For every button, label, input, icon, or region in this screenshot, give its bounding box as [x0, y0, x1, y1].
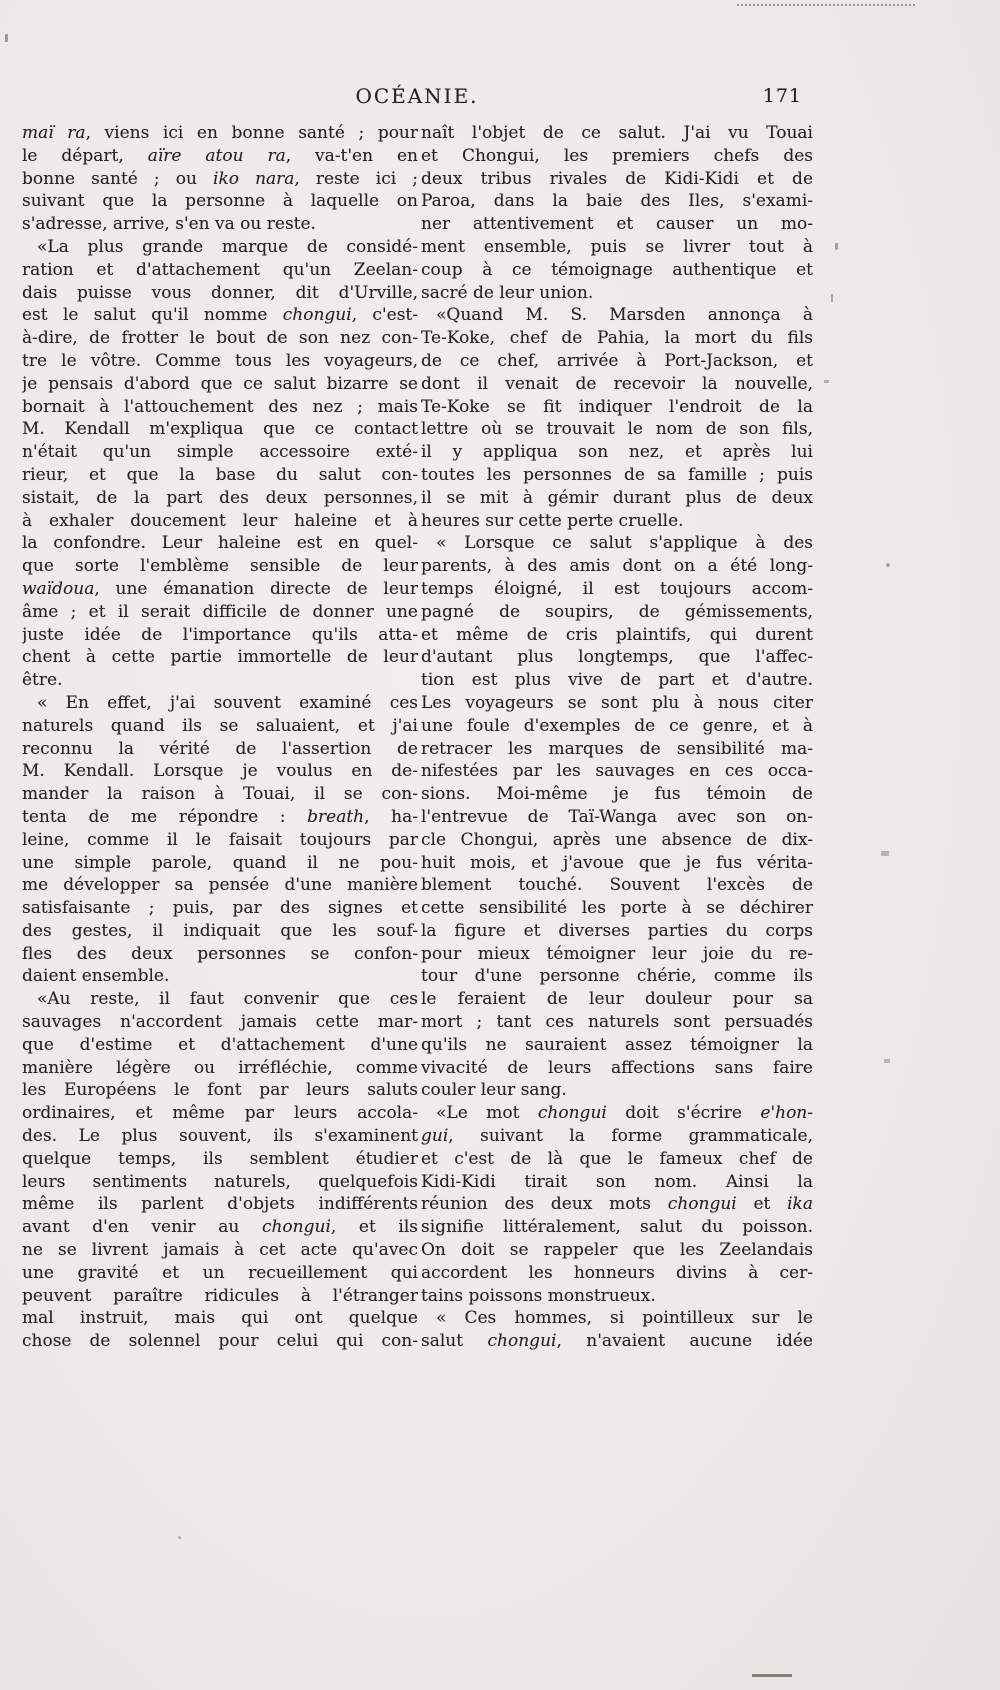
text-line: leurs sentiments naturels, quelquefois — [22, 1171, 418, 1192]
text-line: et c'est de là que le fameux chef de — [421, 1148, 813, 1169]
text-line: le feraient de leur douleur pour sa — [421, 989, 813, 1010]
text-line: être. — [22, 670, 63, 691]
paragraph — [421, 304, 813, 532]
scan-artifact-dashes — [737, 4, 915, 6]
text-line: salut chongui, n'avaient aucune idée — [421, 1331, 813, 1352]
scan-artifact — [5, 34, 8, 42]
text-line: et même de cris plaintifs, qui durent — [421, 624, 813, 645]
text-line: avant d'en venir au chongui, et ils — [22, 1217, 418, 1238]
text-line: Paroa, dans la baie des Iles, s'exami- — [421, 191, 813, 212]
text-line: maï ra, viens ici en bonne santé ; pour — [22, 123, 418, 143]
text-line: Te-Koke se fit indiquer l'endroit de la — [421, 396, 813, 417]
text-line: leine, comme il le faisait toujours par — [22, 829, 418, 850]
text-line: bornait à l'attouchement des nez ; mais — [22, 396, 418, 417]
text-line: chent à cette partie immortelle de leur — [22, 647, 418, 668]
text-line: je pensais d'abord que ce salut bizarre se — [22, 373, 418, 394]
paragraph — [421, 1307, 813, 1353]
text-line: et Chongui, les premiers chefs des — [421, 145, 813, 166]
paragraph — [22, 122, 418, 236]
text-line: ne se livrent jamais à cet acte qu'avec — [22, 1240, 418, 1261]
scan-artifact — [835, 243, 838, 250]
text-line: reconnu la vérité de l'assertion de — [22, 738, 418, 759]
text-column-right — [421, 122, 813, 1353]
text-line: cette sensibilité les porte à se déchirer — [421, 898, 813, 919]
text-line: les Européens le font par leurs saluts — [22, 1080, 418, 1101]
text-line: à-dire, de frotter le bout de son nez con- — [22, 328, 418, 349]
text-line: bonne santé ; ou iko nara, reste ici ; — [22, 168, 418, 189]
text-line: tenta de me répondre : breath, ha- — [22, 806, 418, 827]
text-line: lettre où se trouvait le nom de son fils, — [421, 419, 813, 440]
text-line: est le salut qu'il nomme chongui, c'est- — [22, 305, 418, 326]
text-line: manière légère ou irréfléchie, comme — [22, 1057, 418, 1078]
text-line: pagné de soupirs, de gémissements, — [421, 601, 813, 622]
text-line: ner attentivement et causer un mo- — [421, 214, 813, 235]
text-line: une foule d'exemples de ce genre, et à — [421, 715, 813, 736]
text-line: temps éloigné, il est toujours accom- — [421, 578, 813, 599]
text-line: « Ces hommes, si pointilleux sur le — [436, 1308, 813, 1329]
text-line: toutes les personnes de sa famille ; puis — [421, 464, 813, 485]
text-line: heures sur cette perte cruelle. — [421, 510, 684, 531]
text-line: juste idée de l'importance qu'ils atta- — [22, 624, 418, 645]
scan-artifact — [831, 294, 833, 302]
text-line: mort ; tant ces naturels sont persuadés — [421, 1012, 813, 1033]
text-line: On doit se rappeler que les Zeelandais — [421, 1240, 813, 1261]
text-line: me développer sa pensée d'une manière — [22, 875, 418, 896]
text-line: waïdoua, une émanation directe de leur — [22, 578, 418, 599]
text-line: même ils parlent d'objets indifférents — [22, 1194, 418, 1215]
text-line: quelque temps, ils semblent étudier — [22, 1148, 418, 1169]
scan-artifact — [178, 1536, 181, 1539]
text-line: «Quand M. S. Marsden annonça à — [436, 305, 813, 326]
text-line: dais puisse vous donner, dit d'Urville, — [22, 282, 418, 303]
text-line: ordinaires, et même par leurs accola- — [22, 1103, 418, 1124]
text-line: des gestes, il indiquait que les souf- — [22, 920, 418, 941]
paragraph — [22, 988, 418, 1353]
text-line: retracer les marques de sensibilité ma- — [421, 738, 813, 759]
page-number: 171 — [762, 85, 802, 107]
text-line: M. Kendall m'expliqua que ce contact — [22, 419, 418, 440]
text-line: le départ, aïre atou ra, va-t'en en — [22, 145, 418, 166]
text-line: tre le vôtre. Comme tous les voyageurs, — [22, 350, 418, 371]
text-line: « Lorsque ce salut s'applique à des — [436, 533, 813, 554]
text-line: qu'ils ne sauraient assez témoigner la — [421, 1034, 813, 1055]
page-header — [22, 84, 812, 112]
scan-artifact — [884, 1059, 890, 1063]
text-line: Kidi-Kidi tirait son nom. Ainsi la — [421, 1171, 813, 1192]
page-title: OCÉANIE. — [355, 84, 479, 108]
text-line: «Le mot chongui doit s'écrire e'hon- — [436, 1103, 813, 1124]
paragraph — [22, 236, 418, 692]
text-line: pour mieux témoigner leur joie du re- — [421, 943, 813, 964]
text-line: «Au reste, il faut convenir que ces — [37, 989, 418, 1010]
text-line: sauvages n'accordent jamais cette mar- — [22, 1012, 418, 1033]
text-line: sistait, de la part des deux personnes, — [22, 487, 418, 508]
text-line: que sorte l'emblème sensible de leur — [22, 556, 418, 577]
text-line: que d'estime et d'attachement d'une — [22, 1034, 418, 1055]
text-line: vivacité de leurs affections sans faire — [421, 1057, 813, 1078]
text-line: huit mois, et j'avoue que je fus vérita- — [421, 852, 813, 873]
text-line: n'était qu'un simple accessoire exté- — [22, 442, 418, 463]
text-line: l'entrevue de Taï-Wanga avec son on- — [421, 806, 813, 827]
text-line: il y appliqua son nez, et après lui — [421, 442, 813, 463]
paragraph — [421, 1102, 813, 1307]
text-line: « En effet, j'ai souvent examiné ces — [37, 692, 418, 713]
text-line: rieur, et que la base du salut con- — [22, 464, 418, 485]
text-line: s'adresse, arrive, s'en va ou reste. — [22, 214, 316, 235]
text-line: naturels quand ils se saluaient, et j'ai — [22, 715, 418, 736]
text-line: à exhaler doucement leur haleine et à — [22, 510, 418, 531]
text-line: accordent les honneurs divins à cer- — [421, 1262, 813, 1283]
text-line: d'autant plus longtemps, que l'affec- — [421, 647, 813, 668]
scan-artifact — [752, 1674, 792, 1677]
text-line: chose de solennel pour celui qui con- — [22, 1331, 418, 1352]
paragraph — [421, 122, 813, 304]
text-line: daient ensemble. — [22, 966, 170, 987]
text-line: «La plus grande marque de considé- — [37, 236, 418, 257]
paragraph — [421, 532, 813, 1102]
paragraph — [22, 692, 418, 988]
text-line: naît l'objet de ce salut. J'ai vu Touai — [421, 123, 813, 143]
scan-artifact — [824, 380, 829, 383]
scan-artifact — [886, 563, 890, 567]
text-line: dont il venait de recevoir la nouvelle, — [421, 373, 813, 394]
text-line: nifestées par les sauvages en ces occa- — [421, 761, 813, 782]
text-line: M. Kendall. Lorsque je voulus en de- — [22, 761, 418, 782]
text-line: sacré de leur union. — [421, 282, 594, 303]
text-line: réunion des deux mots chongui et ika — [421, 1194, 813, 1215]
text-line: suivant que la personne à laquelle on — [22, 191, 418, 212]
text-column-left — [22, 122, 418, 1353]
text-line: mander la raison à Touai, il se con- — [22, 784, 418, 805]
text-line: la figure et diverses parties du corps — [421, 920, 813, 941]
text-line: la confondre. Leur haleine est en quel- — [22, 533, 418, 554]
text-line: il se mit à gémir durant plus de deux — [421, 487, 813, 508]
text-line: sions. Moi-même je fus témoin de — [421, 784, 813, 805]
text-line: blement touché. Souvent l'excès de — [421, 875, 813, 896]
text-line: fles des deux personnes se confon- — [22, 943, 418, 964]
text-line: satisfaisante ; puis, par des signes et — [22, 898, 418, 919]
scan-artifact — [881, 851, 889, 856]
text-line: mal instruit, mais qui ont quelque — [22, 1308, 418, 1329]
text-line: de ce chef, arrivée à Port-Jackson, et — [421, 350, 813, 371]
text-line: deux tribus rivales de Kidi-Kidi et de — [421, 168, 813, 189]
text-line: ment ensemble, puis se livrer tout à — [421, 236, 813, 257]
text-line: des. Le plus souvent, ils s'examinent — [22, 1126, 418, 1147]
text-line: une gravité et un recueillement qui — [22, 1262, 418, 1283]
text-line: tion est plus vive de part et d'autre. — [421, 670, 813, 691]
text-line: parents, à des amis dont on a été long- — [421, 556, 813, 577]
text-line: tour d'une personne chérie, comme ils — [421, 966, 813, 987]
text-line: tains poissons monstrueux. — [421, 1285, 656, 1306]
text-line: couler leur sang. — [421, 1080, 567, 1101]
text-line: peuvent paraître ridicules à l'étranger — [22, 1285, 418, 1306]
text-line: Les voyageurs se sont plu à nous citer — [421, 692, 813, 713]
text-line: gui, suivant la forme grammaticale, — [421, 1126, 813, 1147]
text-line: âme ; et il serait difficile de donner une — [22, 601, 418, 622]
text-line: cle Chongui, après une absence de dix- — [421, 829, 813, 850]
text-line: une simple parole, quand il ne pou- — [22, 852, 418, 873]
text-line: ration et d'attachement qu'un Zeelan- — [22, 259, 418, 280]
text-line: signifie littéralement, salut du poisson. — [421, 1217, 813, 1238]
text-line: Te-Koke, chef de Pahia, la mort du fils — [421, 328, 813, 349]
text-line: coup à ce témoignage authentique et — [421, 259, 813, 280]
